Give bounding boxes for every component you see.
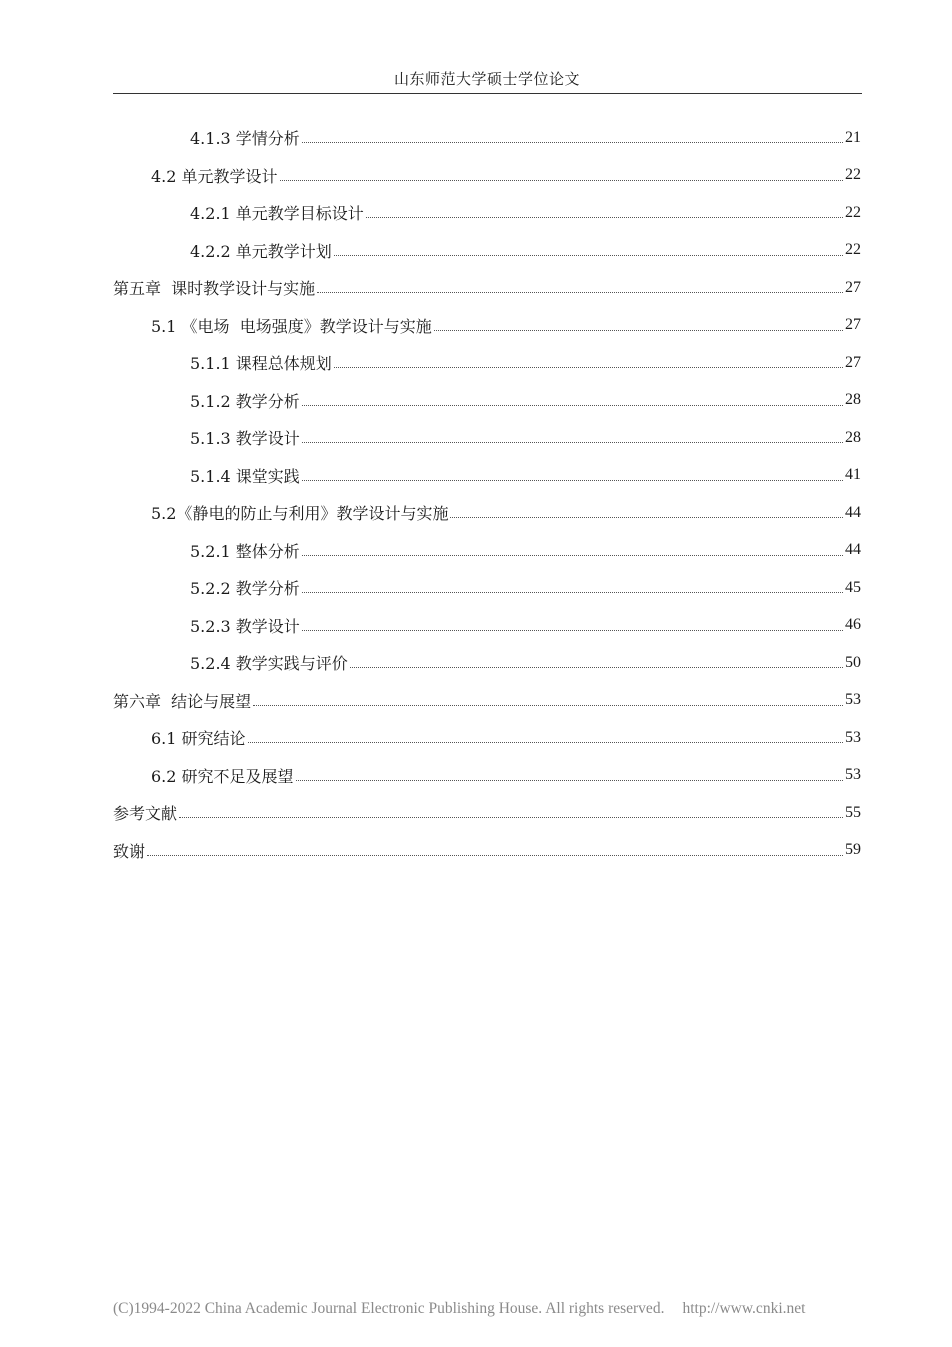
toc-entry-title: 6.2 研究不足及展望	[151, 766, 294, 786]
copyright-footer	[113, 1300, 805, 1318]
toc-entry[interactable]	[113, 644, 861, 682]
toc-entry-title: 参考文献	[113, 804, 178, 824]
toc-entry[interactable]	[113, 307, 861, 345]
toc-leader-dots	[302, 405, 843, 406]
toc-entry[interactable]	[113, 269, 861, 307]
toc-entry[interactable]	[113, 532, 861, 570]
toc-entry-page: 53	[845, 766, 861, 784]
toc-entry[interactable]	[113, 382, 861, 420]
toc-entry-title: 4.2.2 单元教学计划	[190, 241, 332, 261]
toc-entry-title: 5.1 《电场 电场强度》教学设计与实施	[151, 316, 432, 336]
toc-entry-page: 50	[845, 653, 861, 671]
toc-leader-dots	[450, 517, 843, 518]
toc-leader-dots	[317, 292, 843, 293]
toc-leader-dots	[302, 555, 843, 556]
toc-leader-dots	[296, 780, 843, 781]
toc-entry-page: 21	[845, 128, 861, 146]
page-header: 山东师范大学硕士学位论文	[393, 70, 580, 88]
toc-entry-page: 28	[845, 428, 861, 446]
toc-entry-title: 4.2.1 单元教学目标设计	[190, 204, 364, 224]
header-divider	[113, 93, 862, 94]
toc-leader-dots	[434, 330, 843, 331]
toc-entry-title: 第六章 结论与展望	[113, 691, 252, 711]
toc-entry[interactable]	[113, 794, 861, 832]
toc-entry[interactable]	[113, 757, 861, 795]
toc-entry-title: 第五章 课时教学设计与实施	[113, 279, 316, 299]
toc-entry-title: 6.1 研究结论	[151, 729, 246, 749]
toc-entry-title: 5.1.3 教学设计	[190, 429, 300, 449]
toc-entry-page: 22	[845, 166, 861, 184]
toc-leader-dots	[334, 255, 843, 256]
toc-entry[interactable]	[113, 569, 861, 607]
toc-leader-dots	[302, 442, 843, 443]
toc-entry-title: 5.2《静电的防止与利用》教学设计与实施	[151, 504, 449, 524]
toc-entry-page: 53	[845, 728, 861, 746]
toc-entry-title: 5.1.2 教学分析	[190, 391, 300, 411]
toc-entry[interactable]	[113, 119, 861, 157]
toc-leader-dots	[179, 817, 843, 818]
toc-entry[interactable]	[113, 344, 861, 382]
toc-entry-page: 44	[845, 503, 861, 521]
toc-entry-title: 致谢	[113, 841, 146, 861]
cnki-url[interactable]: http://www.cnki.net	[682, 1300, 806, 1317]
toc-entry[interactable]	[113, 232, 861, 270]
toc-entry[interactable]	[113, 832, 861, 870]
toc-entry[interactable]	[113, 719, 861, 757]
toc-leader-dots	[253, 705, 843, 706]
toc-leader-dots	[366, 217, 843, 218]
toc-entry-page: 27	[845, 316, 861, 334]
toc-leader-dots	[302, 592, 843, 593]
toc-entry[interactable]	[113, 682, 861, 720]
toc-entry[interactable]	[113, 157, 861, 195]
toc-entry-page: 46	[845, 616, 861, 634]
copyright-text: (C)1994-2022 China Academic Journal Electronic Publishing House. All rights reserved.	[113, 1300, 665, 1317]
toc-entry[interactable]	[113, 194, 861, 232]
toc-entry-title: 5.2.4 教学实践与评价	[190, 654, 348, 674]
toc-leader-dots	[302, 480, 843, 481]
toc-entry[interactable]	[113, 457, 861, 495]
toc-leader-dots	[280, 180, 843, 181]
toc-leader-dots	[147, 855, 843, 856]
toc-leader-dots	[302, 142, 843, 143]
toc-entry[interactable]	[113, 607, 861, 645]
toc-leader-dots	[350, 667, 843, 668]
toc-entry-title: 5.1.4 课堂实践	[190, 466, 300, 486]
toc-leader-dots	[334, 367, 843, 368]
toc-entry-title: 4.2 单元教学设计	[151, 166, 278, 186]
toc-entry[interactable]	[113, 419, 861, 457]
toc-entry-page: 59	[845, 841, 861, 859]
toc-entry-page: 55	[845, 803, 861, 821]
toc-entry-page: 27	[845, 278, 861, 296]
toc-leader-dots	[302, 630, 843, 631]
toc-entry-page: 28	[845, 391, 861, 409]
table-of-contents	[113, 119, 861, 869]
toc-entry-page: 22	[845, 241, 861, 259]
toc-entry-page: 53	[845, 691, 861, 709]
toc-entry-title: 5.2.1 整体分析	[190, 541, 300, 561]
toc-entry-title: 4.1.3 学情分析	[190, 129, 300, 149]
toc-entry-page: 22	[845, 203, 861, 221]
toc-entry-title: 5.2.3 教学设计	[190, 616, 300, 636]
toc-entry-page: 41	[845, 466, 861, 484]
toc-entry-title: 5.2.2 教学分析	[190, 579, 300, 599]
toc-leader-dots	[248, 742, 843, 743]
toc-entry-page: 27	[845, 353, 861, 371]
toc-entry-title: 5.1.1 课程总体规划	[190, 354, 332, 374]
toc-entry-page: 44	[845, 541, 861, 559]
toc-entry-page: 45	[845, 578, 861, 596]
toc-entry[interactable]	[113, 494, 861, 532]
